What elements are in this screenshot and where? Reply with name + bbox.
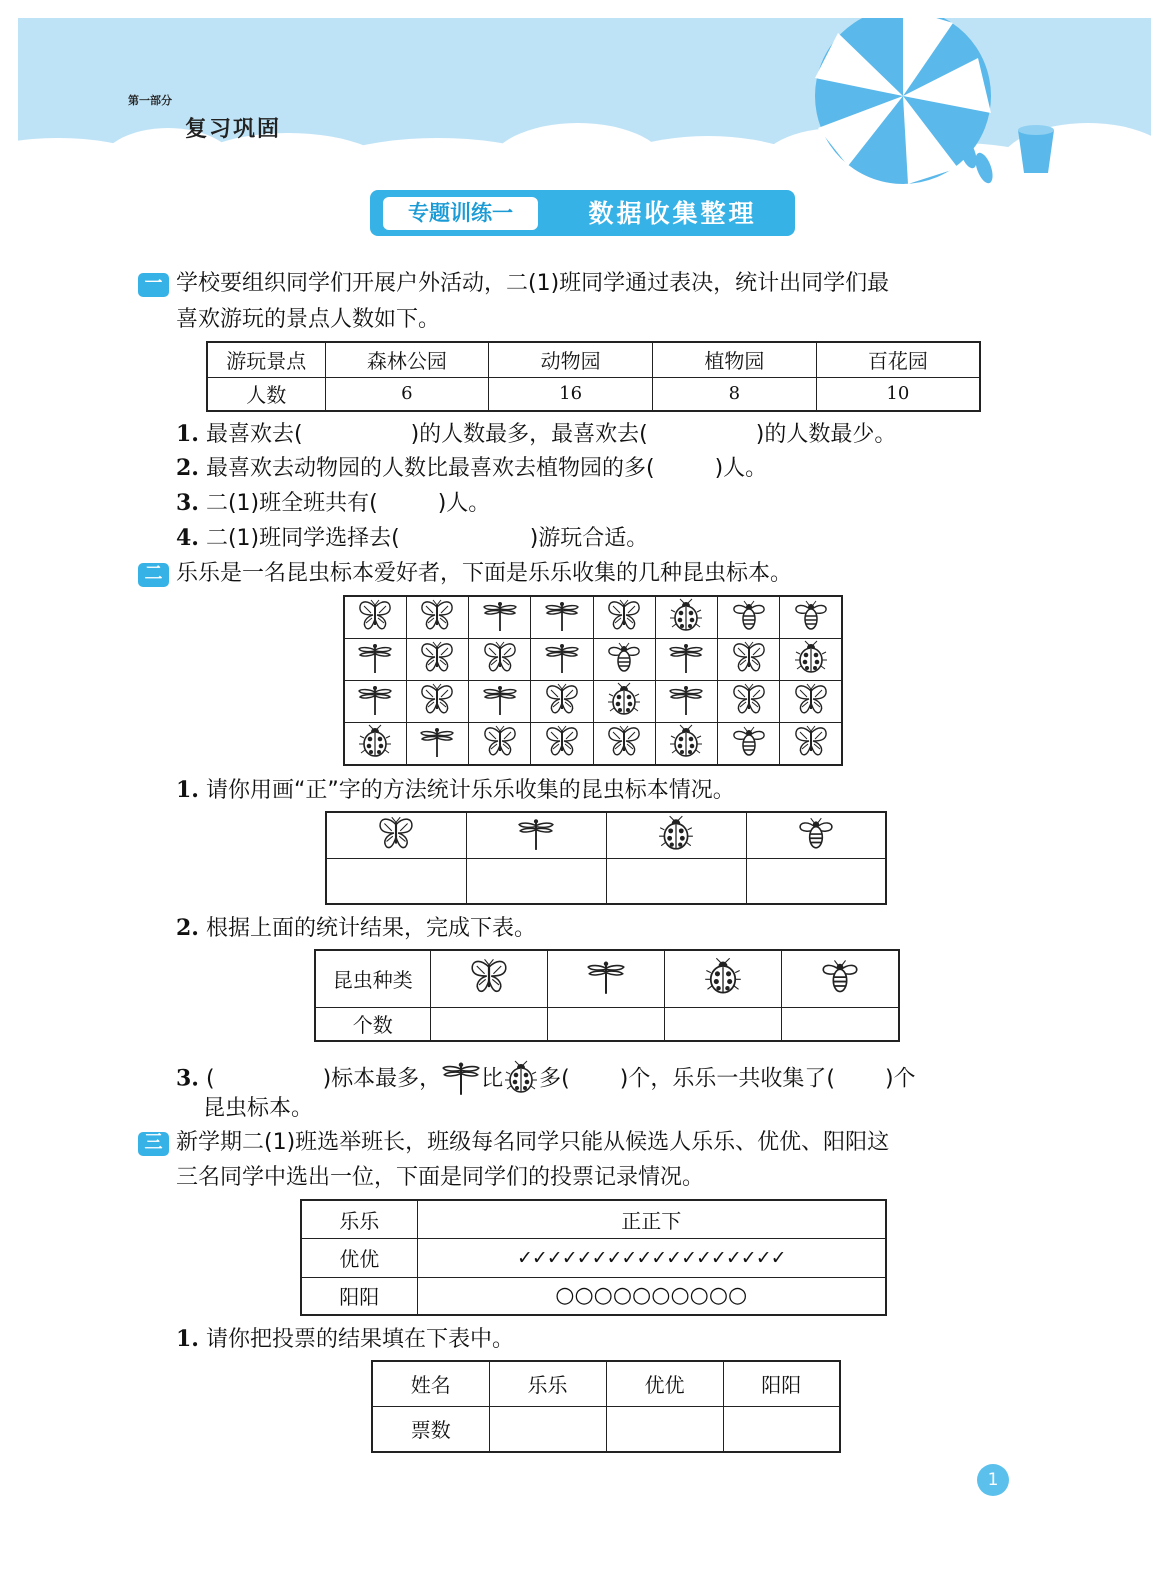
ladybug-icon [606, 812, 746, 858]
section2-intro: 乐乐是一名昆虫标本爱好者，下面是乐乐收集的几种昆虫标本。 [176, 561, 793, 586]
question-number: 1. [176, 777, 199, 803]
question-text: )人。 [437, 491, 491, 516]
butterfly-icon [326, 812, 466, 858]
count-answer-cell[interactable] [430, 1007, 547, 1041]
section1-question-1 [176, 423, 896, 446]
place-name: 百花园 [816, 342, 980, 377]
places-header-label: 游玩景点 [207, 342, 325, 377]
dragonfly-icon [469, 681, 531, 723]
place-count: 10 [816, 377, 980, 411]
question-text: 二(1)班全班共有( [205, 491, 378, 516]
section3-intro-line1: 新学期二(1)班选举班长，班级每名同学只能从候选人乐乐、优优、阳阳这 [176, 1130, 890, 1155]
part-title: 复习巩固 [185, 117, 282, 142]
question-text: 请你把投票的结果填在下表中。 [205, 1327, 514, 1352]
question-text: 请你用画“正”字的方法统计乐乐收集的昆虫标本情况。 [205, 778, 735, 803]
dragonfly-icon [406, 723, 468, 766]
ladybug-icon [665, 950, 782, 1007]
bee-icon [782, 950, 899, 1007]
ladybug-icon [655, 596, 717, 639]
ladybug-icon [503, 1059, 539, 1100]
bucket-icon [1018, 125, 1054, 173]
butterfly-icon [406, 681, 468, 723]
question-text: 比 [481, 1066, 504, 1092]
question-number: 3. [176, 490, 199, 516]
butterfly-icon [469, 639, 531, 681]
section-badge-2: 二 [138, 563, 169, 587]
question-number: 3. [176, 1065, 199, 1092]
section1-intro-line1: 学校要组织同学们开展户外活动，二(1)班同学通过表决，统计出同学们最 [176, 271, 890, 296]
question-text: )游玩合适。 [529, 526, 649, 551]
section1-question-3 [176, 492, 490, 515]
place-count: 6 [325, 377, 489, 411]
votes-answer-cell[interactable] [723, 1406, 840, 1452]
candidate-name: 乐乐 [301, 1200, 417, 1238]
insect-count-table [314, 949, 900, 1042]
butterfly-icon [718, 681, 780, 723]
vote-record-table [300, 1199, 887, 1316]
places-table [206, 341, 981, 412]
dragonfly-icon [655, 639, 717, 681]
ladybug-icon [344, 723, 406, 766]
dragonfly-icon [531, 596, 593, 639]
butterfly-icon [780, 723, 842, 766]
butterfly-icon [780, 681, 842, 723]
section2-question-3 [176, 1057, 916, 1092]
question-number: 2. [176, 915, 199, 941]
bee-icon [593, 639, 655, 681]
votes-row-label: 票数 [372, 1406, 489, 1452]
question-text: 根据上面的统计结果，完成下表。 [205, 916, 536, 941]
dragonfly-icon [547, 950, 664, 1007]
question-number: 4. [176, 525, 199, 551]
section2-question-1 [176, 779, 735, 802]
header-illustration [18, 18, 1151, 193]
place-name: 动物园 [489, 342, 653, 377]
votes-answer-cell[interactable] [606, 1406, 723, 1452]
topic-number: 专题训练一 [383, 197, 538, 230]
bee-icon [718, 723, 780, 766]
question-number: 1. [176, 1326, 199, 1352]
section3-question-1 [176, 1328, 514, 1351]
tally-answer-cell[interactable] [746, 858, 886, 904]
question-text: 多( [539, 1066, 570, 1092]
butterfly-icon [593, 596, 655, 639]
section1-intro-line2: 喜欢游玩的景点人数如下。 [176, 307, 441, 332]
tally-answer-cell[interactable] [326, 858, 466, 904]
bee-icon [746, 812, 886, 858]
candidate-name: 阳阳 [301, 1277, 417, 1315]
question-text: 二(1)班同学选择去( [205, 526, 400, 551]
butterfly-icon [344, 596, 406, 639]
section-badge-1: 一 [138, 273, 169, 297]
name-header-label: 姓名 [372, 1361, 489, 1406]
question-text: 最喜欢去动物园的人数比最喜欢去植物园的多( [205, 456, 655, 481]
place-name: 森林公园 [325, 342, 489, 377]
butterfly-icon [406, 596, 468, 639]
specimen-grid [343, 595, 843, 766]
part-label: 第一部分 [128, 94, 172, 107]
vote-record: 正正下 [417, 1200, 886, 1238]
sky-clouds-illustration [18, 18, 1151, 193]
section2-question-3-line2: 昆虫标本。 [203, 1096, 314, 1121]
dragonfly-icon [469, 596, 531, 639]
butterfly-icon [531, 681, 593, 723]
vote-result-table [371, 1360, 841, 1453]
question-number: 2. [176, 455, 199, 481]
vote-record: ○○○○○○○○○○ [417, 1277, 886, 1315]
dragonfly-icon [344, 639, 406, 681]
place-count: 16 [489, 377, 653, 411]
vote-record: ✓✓✓✓✓✓✓✓✓✓✓✓✓✓✓✓✓✓ [417, 1238, 886, 1277]
candidate-name: 优优 [606, 1361, 723, 1406]
tally-answer-cell[interactable] [606, 858, 746, 904]
question-text: )标本最多， [322, 1066, 442, 1092]
dragonfly-icon [531, 639, 593, 681]
place-count: 8 [653, 377, 817, 411]
dragonfly-icon [655, 681, 717, 723]
section3-intro-line2: 三名同学中选出一位，下面是同学们的投票记录情况。 [176, 1165, 705, 1190]
butterfly-icon [430, 950, 547, 1007]
section1-question-4 [176, 527, 648, 550]
bee-icon [780, 596, 842, 639]
butterfly-icon [469, 723, 531, 766]
question-text: ( [205, 1066, 215, 1092]
question-text: )个 [884, 1066, 916, 1092]
butterfly-icon [406, 639, 468, 681]
section-badge-3: 三 [138, 1132, 169, 1156]
butterfly-icon [718, 639, 780, 681]
ladybug-icon [593, 681, 655, 723]
count-row-label: 人数 [207, 377, 325, 411]
page-number: 1 [977, 1464, 1009, 1496]
section1-question-2 [176, 457, 767, 480]
count-answer-cell[interactable] [665, 1007, 782, 1041]
ladybug-icon [780, 639, 842, 681]
insect-type-label: 昆虫种类 [315, 950, 430, 1007]
bee-icon [718, 596, 780, 639]
question-number: 1. [176, 421, 199, 447]
question-text: 最喜欢去( [205, 422, 303, 447]
count-answer-cell[interactable] [547, 1007, 664, 1041]
insect-count-label: 个数 [315, 1007, 430, 1041]
dragonfly-icon [441, 1057, 481, 1102]
question-text: )的人数最多，最喜欢去( [410, 422, 648, 447]
question-text: )个，乐乐一共收集了( [619, 1066, 835, 1092]
votes-answer-cell[interactable] [489, 1406, 606, 1452]
question-text: )的人数最少。 [755, 422, 897, 447]
candidate-name: 优优 [301, 1238, 417, 1277]
question-text: )人。 [714, 456, 768, 481]
topic-title: 数据收集整理 [588, 199, 757, 228]
ladybug-icon [655, 723, 717, 766]
dragonfly-icon [466, 812, 606, 858]
dragonfly-icon [344, 681, 406, 723]
butterfly-icon [593, 723, 655, 766]
section2-question-2 [176, 917, 536, 940]
tally-table [325, 811, 887, 905]
butterfly-icon [531, 723, 593, 766]
candidate-name: 乐乐 [489, 1361, 606, 1406]
candidate-name: 阳阳 [723, 1361, 840, 1406]
tally-answer-cell[interactable] [466, 858, 606, 904]
count-answer-cell[interactable] [782, 1007, 899, 1041]
place-name: 植物园 [653, 342, 817, 377]
